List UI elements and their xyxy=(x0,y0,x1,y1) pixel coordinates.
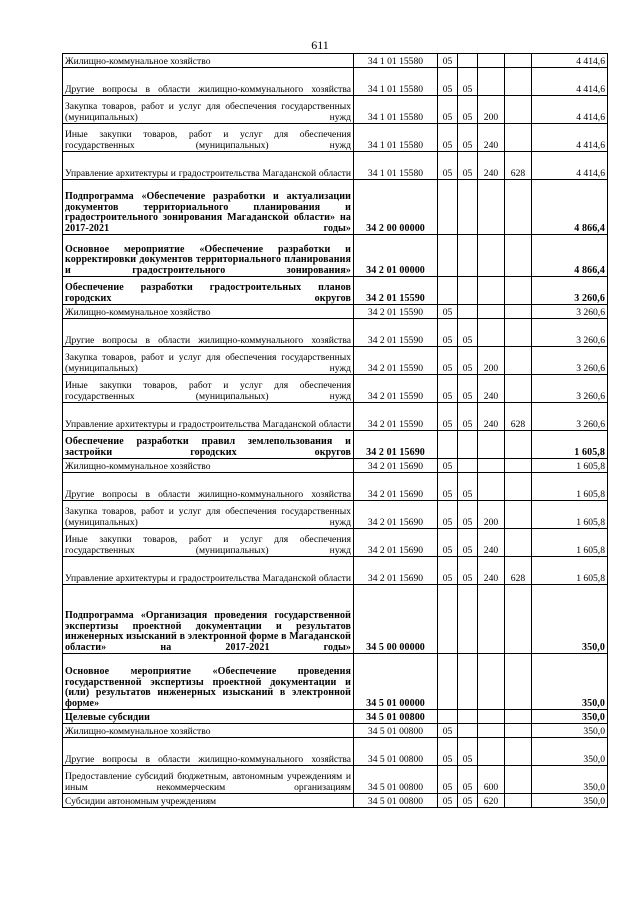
section-cell: 05 xyxy=(438,375,458,403)
section-cell: 05 xyxy=(438,766,458,794)
administrator-code-cell xyxy=(505,68,532,96)
section-cell xyxy=(438,654,458,710)
expense-type-cell xyxy=(478,738,505,766)
row-name-cell: Управление архитектуры и градостроительства Магаданской области xyxy=(63,403,354,431)
section-cell: 05 xyxy=(438,319,458,347)
amount-cell: 1 605,8 xyxy=(532,459,608,473)
table-row xyxy=(63,54,608,68)
budget-table xyxy=(62,53,608,808)
expense-type-cell: 240 xyxy=(478,403,505,431)
row-name-cell: Закупка товаров, работ и услуг для обеспечения государственных (муниципальных) нужд xyxy=(63,501,354,529)
row-name-cell: Закупка товаров, работ и услуг для обеспечения государственных (муниципальных) нужд xyxy=(63,347,354,375)
administrator-code-cell xyxy=(505,235,532,277)
row-name-cell: Другие вопросы в области жилищно-коммунального хозяйства xyxy=(63,68,354,96)
page-number: 611 xyxy=(311,38,329,52)
subsection-cell: 05 xyxy=(458,473,478,501)
subsection-cell xyxy=(458,180,478,235)
expense-type-cell xyxy=(478,235,505,277)
subsection-cell: 05 xyxy=(458,347,478,375)
target-code-cell: 34 2 01 15690 xyxy=(354,557,438,585)
amount-cell: 350,0 xyxy=(532,585,608,654)
table-row xyxy=(63,375,608,403)
subsection-cell: 05 xyxy=(458,68,478,96)
administrator-code-cell xyxy=(505,319,532,347)
row-name-cell: Основное мероприятие «Обеспечение проведения государственной экспертизы проектной документации и (или) результатов инженерных изысканий в электронной форме» xyxy=(63,654,354,710)
target-code-cell: 34 2 01 15590 xyxy=(354,305,438,319)
expense-type-cell: 240 xyxy=(478,152,505,180)
subsection-cell xyxy=(458,459,478,473)
section-cell xyxy=(438,431,458,459)
administrator-code-cell: 628 xyxy=(505,557,532,585)
amount-cell: 350,0 xyxy=(532,710,608,724)
row-name-cell: Управление архитектуры и градостроительства Магаданской области xyxy=(63,152,354,180)
subsection-cell xyxy=(458,305,478,319)
amount-cell: 1 605,8 xyxy=(532,557,608,585)
expense-type-cell: 240 xyxy=(478,557,505,585)
amount-cell: 1 605,8 xyxy=(532,431,608,459)
administrator-code-cell xyxy=(505,277,532,305)
section-cell: 05 xyxy=(438,403,458,431)
row-name-cell: Другие вопросы в области жилищно-коммунального хозяйства xyxy=(63,473,354,501)
expense-type-cell xyxy=(478,654,505,710)
table-row xyxy=(63,180,608,235)
row-name-cell: Другие вопросы в области жилищно-коммунального хозяйства xyxy=(63,738,354,766)
subsection-cell xyxy=(458,710,478,724)
row-name-cell: Целевые субсидии xyxy=(63,710,354,724)
table-row xyxy=(63,403,608,431)
row-name-cell: Иные закупки товаров, работ и услуг для обеспечения государственных (муниципальных) нужд xyxy=(63,529,354,557)
amount-cell: 4 866,4 xyxy=(532,235,608,277)
target-code-cell: 34 5 01 00800 xyxy=(354,766,438,794)
row-name-cell: Основное мероприятие «Обеспечение разработки и корректировки документов территориального планирования и градостроительного зонирования» xyxy=(63,235,354,277)
expense-type-cell xyxy=(478,319,505,347)
expense-type-cell xyxy=(478,724,505,738)
expense-type-cell: 600 xyxy=(478,766,505,794)
section-cell: 05 xyxy=(438,68,458,96)
target-code-cell: 34 2 01 15590 xyxy=(354,375,438,403)
row-name-cell: Иные закупки товаров, работ и услуг для обеспечения государственных (муниципальных) нужд xyxy=(63,375,354,403)
subsection-cell: 05 xyxy=(458,124,478,152)
administrator-code-cell xyxy=(505,96,532,124)
expense-type-cell xyxy=(478,710,505,724)
administrator-code-cell xyxy=(505,585,532,654)
table-row xyxy=(63,654,608,710)
table-row xyxy=(63,459,608,473)
administrator-code-cell xyxy=(505,529,532,557)
section-cell: 05 xyxy=(438,794,458,808)
expense-type-cell xyxy=(478,431,505,459)
target-code-cell: 34 2 01 15690 xyxy=(354,501,438,529)
expense-type-cell: 240 xyxy=(478,529,505,557)
section-cell: 05 xyxy=(438,54,458,68)
target-code-cell: 34 2 01 15590 xyxy=(354,319,438,347)
section-cell: 05 xyxy=(438,152,458,180)
row-name-cell: Управление архитектуры и градостроительства Магаданской области xyxy=(63,557,354,585)
administrator-code-cell xyxy=(505,794,532,808)
expense-type-cell: 240 xyxy=(478,124,505,152)
subsection-cell xyxy=(458,431,478,459)
amount-cell: 1 605,8 xyxy=(532,529,608,557)
target-code-cell: 34 2 01 15690 xyxy=(354,529,438,557)
section-cell: 05 xyxy=(438,473,458,501)
administrator-code-cell xyxy=(505,54,532,68)
target-code-cell: 34 5 01 00800 xyxy=(354,710,438,724)
target-code-cell: 34 5 01 00800 xyxy=(354,724,438,738)
table-row xyxy=(63,710,608,724)
row-name-cell: Иные закупки товаров, работ и услуг для обеспечения государственных (муниципальных) нужд xyxy=(63,124,354,152)
subsection-cell xyxy=(458,235,478,277)
target-code-cell: 34 2 01 15590 xyxy=(354,277,438,305)
row-name-cell: Закупка товаров, работ и услуг для обеспечения государственных (муниципальных) нужд xyxy=(63,96,354,124)
amount-cell: 4 414,6 xyxy=(532,124,608,152)
subsection-cell xyxy=(458,724,478,738)
section-cell xyxy=(438,585,458,654)
amount-cell: 3 260,6 xyxy=(532,319,608,347)
administrator-code-cell xyxy=(505,459,532,473)
section-cell xyxy=(438,180,458,235)
subsection-cell xyxy=(458,54,478,68)
amount-cell: 3 260,6 xyxy=(532,347,608,375)
table-row xyxy=(63,766,608,794)
administrator-code-cell: 628 xyxy=(505,403,532,431)
table-row xyxy=(63,431,608,459)
section-cell xyxy=(438,710,458,724)
expense-type-cell xyxy=(478,54,505,68)
administrator-code-cell xyxy=(505,305,532,319)
section-cell: 05 xyxy=(438,501,458,529)
section-cell xyxy=(438,277,458,305)
subsection-cell: 05 xyxy=(458,375,478,403)
table-row xyxy=(63,305,608,319)
row-name-cell: Подпрограмма «Обеспечение разработки и актуализации документов территориального планирования и градостроительного зонирования Магаданской области» на 2017-2021 годы» xyxy=(63,180,354,235)
expense-type-cell: 200 xyxy=(478,501,505,529)
target-code-cell: 34 2 01 15590 xyxy=(354,347,438,375)
amount-cell: 350,0 xyxy=(532,654,608,710)
row-name-cell: Обеспечение разработки правил землепользования и застройки городских округов xyxy=(63,431,354,459)
amount-cell: 350,0 xyxy=(532,724,608,738)
subsection-cell: 05 xyxy=(458,152,478,180)
target-code-cell: 34 5 01 00000 xyxy=(354,654,438,710)
target-code-cell: 34 2 01 15690 xyxy=(354,473,438,501)
subsection-cell: 05 xyxy=(458,319,478,347)
section-cell: 05 xyxy=(438,459,458,473)
amount-cell: 3 260,6 xyxy=(532,403,608,431)
administrator-code-cell xyxy=(505,124,532,152)
subsection-cell xyxy=(458,277,478,305)
section-cell: 05 xyxy=(438,124,458,152)
expense-type-cell xyxy=(478,68,505,96)
target-code-cell: 34 2 01 00000 xyxy=(354,235,438,277)
subsection-cell: 05 xyxy=(458,96,478,124)
expense-type-cell xyxy=(478,585,505,654)
administrator-code-cell xyxy=(505,710,532,724)
expense-type-cell: 200 xyxy=(478,347,505,375)
section-cell: 05 xyxy=(438,738,458,766)
administrator-code-cell xyxy=(505,431,532,459)
target-code-cell: 34 1 01 15580 xyxy=(354,54,438,68)
target-code-cell: 34 1 01 15580 xyxy=(354,96,438,124)
row-name-cell: Другие вопросы в области жилищно-коммунального хозяйства xyxy=(63,319,354,347)
target-code-cell: 34 2 01 15690 xyxy=(354,431,438,459)
administrator-code-cell xyxy=(505,375,532,403)
subsection-cell: 05 xyxy=(458,403,478,431)
administrator-code-cell: 628 xyxy=(505,152,532,180)
subsection-cell: 05 xyxy=(458,766,478,794)
target-code-cell: 34 5 01 00800 xyxy=(354,794,438,808)
amount-cell: 3 260,6 xyxy=(532,305,608,319)
administrator-code-cell xyxy=(505,180,532,235)
table-row xyxy=(63,724,608,738)
administrator-code-cell xyxy=(505,347,532,375)
row-name-cell: Субсидии автономным учреждениям xyxy=(63,794,354,808)
table-row xyxy=(63,738,608,766)
section-cell: 05 xyxy=(438,724,458,738)
expense-type-cell xyxy=(478,305,505,319)
amount-cell: 1 605,8 xyxy=(532,501,608,529)
amount-cell: 1 605,8 xyxy=(532,473,608,501)
expense-type-cell xyxy=(478,473,505,501)
table-row xyxy=(63,68,608,96)
table-row xyxy=(63,501,608,529)
administrator-code-cell xyxy=(505,501,532,529)
administrator-code-cell xyxy=(505,473,532,501)
table-row xyxy=(63,124,608,152)
amount-cell: 350,0 xyxy=(532,766,608,794)
section-cell: 05 xyxy=(438,529,458,557)
subsection-cell xyxy=(458,585,478,654)
section-cell: 05 xyxy=(438,347,458,375)
expense-type-cell: 240 xyxy=(478,375,505,403)
table-row xyxy=(63,277,608,305)
row-name-cell: Подпрограмма «Организация проведения государственной экспертизы проектной документации и результатов инженерных изысканий в электронной форме в Магаданской области» на 2017-2021 годы» xyxy=(63,585,354,654)
row-name-cell: Обеспечение разработки градостроительных планов городских округов xyxy=(63,277,354,305)
amount-cell: 4 414,6 xyxy=(532,68,608,96)
table-row xyxy=(63,557,608,585)
amount-cell: 4 866,4 xyxy=(532,180,608,235)
subsection-cell: 05 xyxy=(458,529,478,557)
table-row xyxy=(63,235,608,277)
administrator-code-cell xyxy=(505,766,532,794)
section-cell: 05 xyxy=(438,96,458,124)
subsection-cell: 05 xyxy=(458,501,478,529)
expense-type-cell xyxy=(478,180,505,235)
administrator-code-cell xyxy=(505,738,532,766)
target-code-cell: 34 5 00 00000 xyxy=(354,585,438,654)
row-name-cell: Предоставление субсидий бюджетным, автономным учреждениям и иным некоммерческим организациям xyxy=(63,766,354,794)
amount-cell: 350,0 xyxy=(532,794,608,808)
amount-cell: 4 414,6 xyxy=(532,54,608,68)
section-cell: 05 xyxy=(438,305,458,319)
table-row xyxy=(63,585,608,654)
table-row xyxy=(63,319,608,347)
administrator-code-cell xyxy=(505,724,532,738)
table-row xyxy=(63,794,608,808)
amount-cell: 4 414,6 xyxy=(532,152,608,180)
row-name-cell: Жилищно-коммунальное хозяйство xyxy=(63,459,354,473)
target-code-cell: 34 5 01 00800 xyxy=(354,738,438,766)
table-row xyxy=(63,96,608,124)
expense-type-cell: 200 xyxy=(478,96,505,124)
row-name-cell: Жилищно-коммунальное хозяйство xyxy=(63,724,354,738)
subsection-cell xyxy=(458,654,478,710)
section-cell: 05 xyxy=(438,557,458,585)
table-row xyxy=(63,529,608,557)
amount-cell: 4 414,6 xyxy=(532,96,608,124)
amount-cell: 3 260,6 xyxy=(532,277,608,305)
subsection-cell: 05 xyxy=(458,557,478,585)
target-code-cell: 34 2 01 15590 xyxy=(354,403,438,431)
target-code-cell: 34 1 01 15580 xyxy=(354,68,438,96)
expense-type-cell xyxy=(478,277,505,305)
subsection-cell: 05 xyxy=(458,794,478,808)
expense-type-cell xyxy=(478,459,505,473)
row-name-cell: Жилищно-коммунальное хозяйство xyxy=(63,305,354,319)
expense-type-cell: 620 xyxy=(478,794,505,808)
target-code-cell: 34 2 01 15690 xyxy=(354,459,438,473)
section-cell xyxy=(438,235,458,277)
target-code-cell: 34 1 01 15580 xyxy=(354,124,438,152)
target-code-cell: 34 1 01 15580 xyxy=(354,152,438,180)
table-row xyxy=(63,347,608,375)
table-row xyxy=(63,473,608,501)
subsection-cell: 05 xyxy=(458,738,478,766)
amount-cell: 350,0 xyxy=(532,738,608,766)
target-code-cell: 34 2 00 00000 xyxy=(354,180,438,235)
row-name-cell: Жилищно-коммунальное хозяйство xyxy=(63,54,354,68)
administrator-code-cell xyxy=(505,654,532,710)
table-row xyxy=(63,152,608,180)
amount-cell: 3 260,6 xyxy=(532,375,608,403)
